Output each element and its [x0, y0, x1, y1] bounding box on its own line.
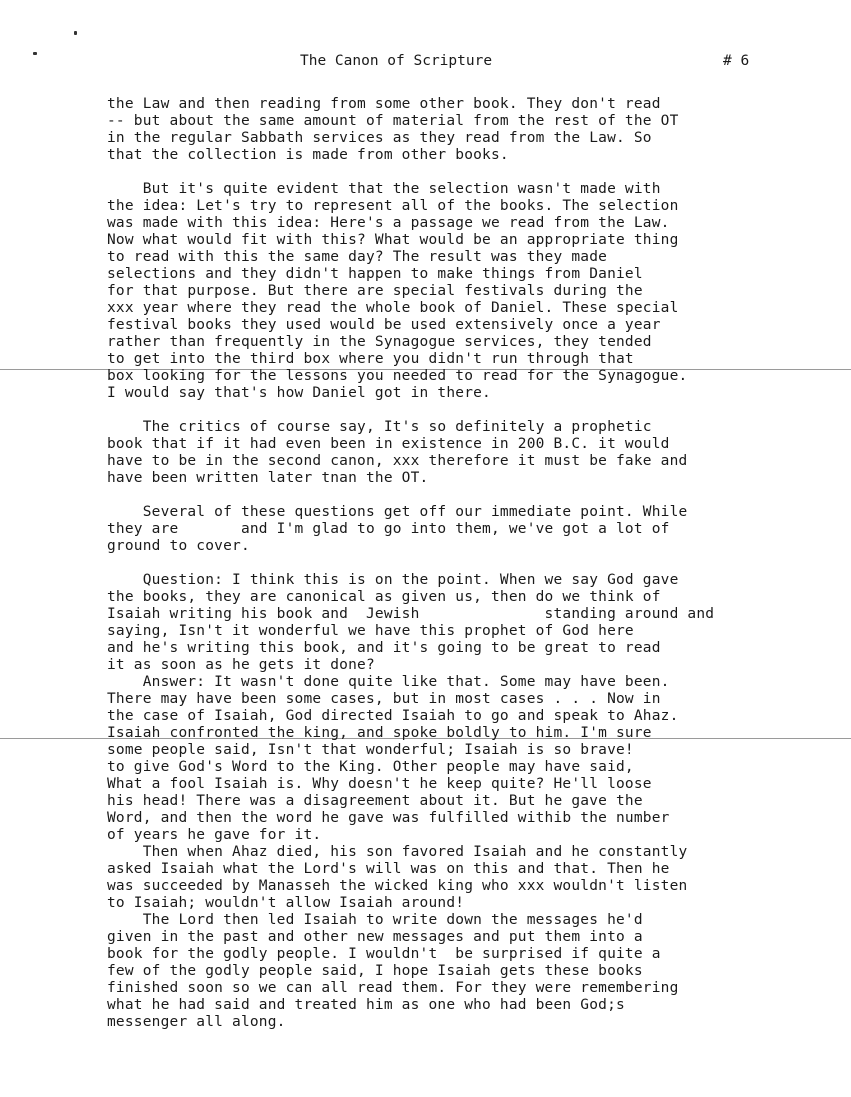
text-line: Several of these questions get off our immediate point. While: [107, 504, 688, 520]
text-line: The critics of course say, It's so definitely a prophetic: [107, 419, 652, 435]
text-line: book for the godly people. I wouldn't be surprised if quite a: [107, 946, 661, 962]
text-line: to Isaiah; wouldn't allow Isaiah around!: [107, 895, 465, 911]
text-line: The Lord then led Isaiah to write down the messages he'd: [107, 912, 643, 928]
text-line: was made with this idea: Here's a passage we read from the Law.: [107, 215, 670, 231]
text-line: what he had said and treated him as one who had been God;s: [107, 997, 625, 1013]
text-line: it as soon as he gets it done?: [107, 657, 375, 673]
scan-speck: [74, 31, 77, 35]
text-line: I would say that's how Daniel got in there.: [107, 385, 491, 401]
text-line: Word, and then the word he gave was fulfilled withib the number: [107, 810, 670, 826]
text-line: There may have been some cases, but in most cases . . . Now in: [107, 691, 661, 707]
text-line: saying, Isn't it wonderful we have this prophet of God here: [107, 623, 634, 639]
text-line: -- but about the same amount of material from the rest of the OT: [107, 113, 679, 129]
text-line: have been written later tnan the OT.: [107, 470, 429, 486]
paragraph-gap: [107, 164, 807, 181]
paragraph: [107, 181, 807, 402]
page-number: # 6: [723, 53, 750, 69]
text-line: finished soon so we can all read them. For they were remembering: [107, 980, 679, 996]
paragraph-gap: [107, 402, 807, 419]
paragraph: [107, 504, 807, 555]
text-line: book that if it had even been in existence in 200 B.C. it would: [107, 436, 670, 452]
text-line: festival books they used would be used extensively once a year: [107, 317, 661, 333]
text-line: xxx year where they read the whole book of Daniel. These special: [107, 300, 679, 316]
text-line: and he's writing this book, and it's going to be great to read: [107, 640, 661, 656]
text-line: Isaiah confronted the king, and spoke boldly to him. I'm sure: [107, 725, 652, 741]
paragraph-gap: [107, 555, 807, 572]
text-line: asked Isaiah what the Lord's will was on this and that. Then he: [107, 861, 670, 877]
text-line: few of the godly people said, I hope Isaiah gets these books: [107, 963, 643, 979]
text-line: for that purpose. But there are special festivals during the: [107, 283, 643, 299]
text-line: was succeeded by Manasseh the wicked king who xxx wouldn't listen: [107, 878, 688, 894]
text-line: But it's quite evident that the selection wasn't made with: [107, 181, 661, 197]
text-line: have to be in the second canon, xxx therefore it must be fake and: [107, 453, 688, 469]
text-line: they are and I'm glad to go into them, we've got a lot of: [107, 521, 670, 537]
text-line: given in the past and other new messages and put them into a: [107, 929, 643, 945]
paragraph: [107, 419, 807, 487]
text-line: What a fool Isaiah is. Why doesn't he keep quite? He'll loose: [107, 776, 652, 792]
text-line: Now what would fit with this? What would be an appropriate thing: [107, 232, 679, 248]
body-text: [107, 96, 807, 1031]
text-line: to read with this the same day? The result was they made: [107, 249, 608, 265]
paragraph-gap: [107, 487, 807, 504]
text-line: the books, they are canonical as given us, then do we think of: [107, 589, 661, 605]
text-line: the case of Isaiah, God directed Isaiah to go and speak to Ahaz.: [107, 708, 679, 724]
text-line: rather than frequently in the Synagogue services, they tended: [107, 334, 652, 350]
text-line: Then when Ahaz died, his son favored Isaiah and he constantly: [107, 844, 688, 860]
text-line: his head! There was a disagreement about it. But he gave the: [107, 793, 643, 809]
text-line: Question: I think this is on the point. When we say God gave: [107, 572, 679, 588]
text-line: that the collection is made from other books.: [107, 147, 509, 163]
text-line: messenger all along.: [107, 1014, 286, 1030]
text-line: ground to cover.: [107, 538, 250, 554]
text-line: in the regular Sabbath services as they read from the Law. So: [107, 130, 652, 146]
text-line: the Law and then reading from some other book. They don't read: [107, 96, 661, 112]
text-line: Isaiah writing his book and Jewish standing around and: [107, 606, 715, 622]
text-line: selections and they didn't happen to make things from Daniel: [107, 266, 643, 282]
paragraph: [107, 572, 807, 1031]
text-line: to get into the third box where you didn't run through that: [107, 351, 634, 367]
scan-speck: [33, 52, 37, 55]
text-line: the idea: Let's try to represent all of the books. The selection: [107, 198, 679, 214]
text-line: box looking for the lessons you needed to read for the Synagogue.: [107, 368, 688, 384]
text-line: to give God's Word to the King. Other people may have said,: [107, 759, 634, 775]
page-title: The Canon of Scripture: [300, 53, 493, 69]
text-line: Answer: It wasn't done quite like that. Some may have been.: [107, 674, 670, 690]
text-line: of years he gave for it.: [107, 827, 322, 843]
text-line: some people said, Isn't that wonderful; Isaiah is so brave!: [107, 742, 634, 758]
paragraph: [107, 96, 807, 164]
